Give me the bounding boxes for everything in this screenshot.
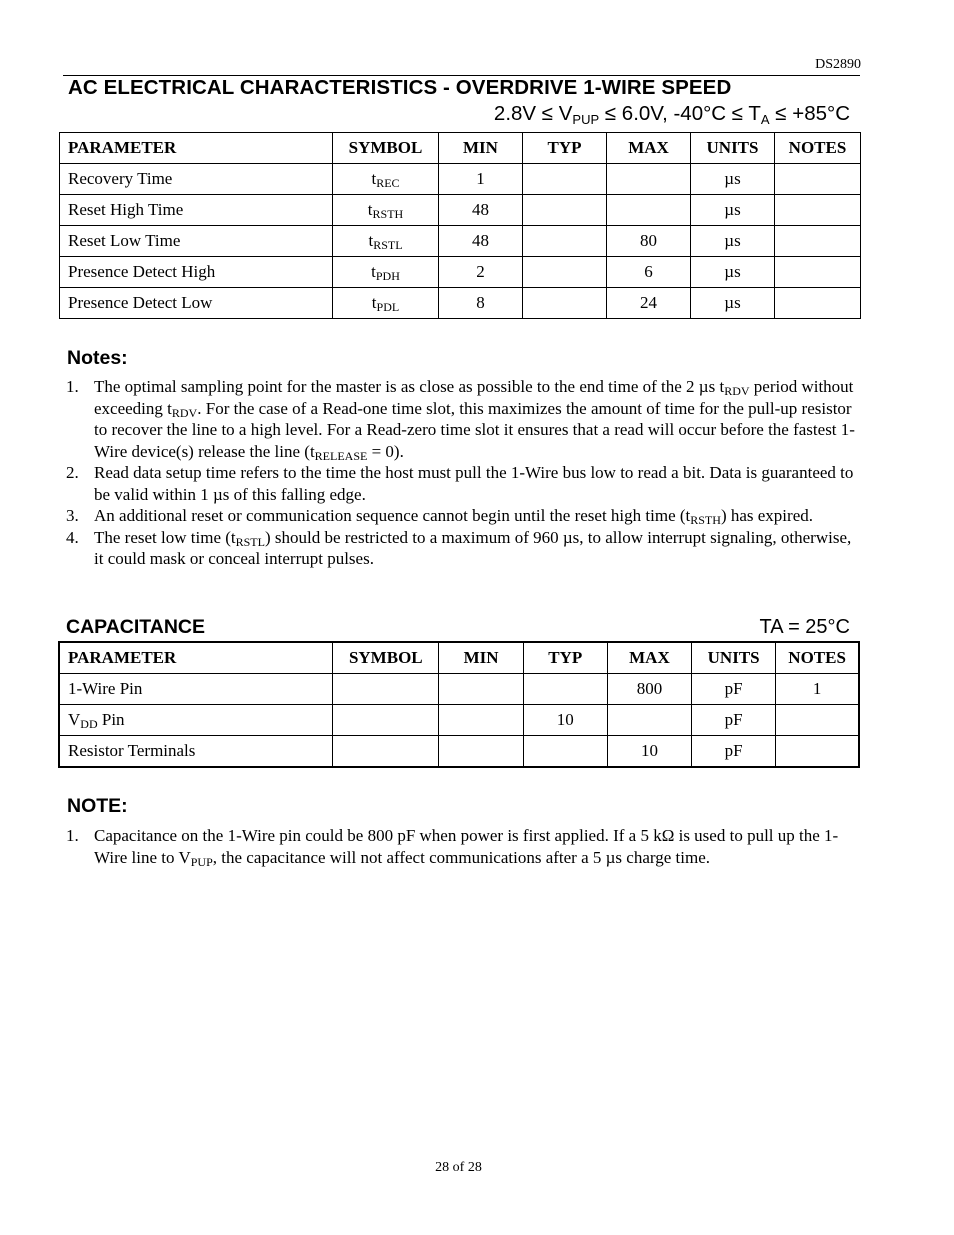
notes-cell [776,705,859,736]
notes-cell [775,195,861,226]
max-cell: 800 [607,674,691,705]
condition-text: ≤ 6.0V, -40°C ≤ T [599,102,761,125]
units-cell: pF [692,705,776,736]
column-header: TYP [523,133,607,164]
ac-characteristics-table [59,132,861,319]
note-text: = 0). [367,441,404,461]
min-cell [439,674,523,705]
parameter-cell [59,674,333,705]
min-cell: 2 [439,257,523,288]
typ-cell [523,164,607,195]
units-cell: µs [691,257,775,288]
notes-cell [776,736,859,768]
condition-subscript: PUP [572,112,600,127]
column-header: UNITS [692,642,776,674]
symbol-subscript: PDL [376,300,400,314]
symbol-cell [333,164,439,195]
min-cell: 8 [439,288,523,319]
note-text: period without exceeding t [94,377,854,418]
max-cell: 10 [607,736,691,768]
notes-cell [775,226,861,257]
note-subscript: RSTL [235,534,265,549]
parameter-cell: Recovery Time [60,164,333,195]
capacitance-notes-list [66,825,856,868]
symbol-cell [333,705,439,736]
parameter-subscript: DD [80,717,98,731]
min-cell: 48 [439,195,523,226]
typ-cell [523,195,607,226]
symbol-subscript: REC [376,176,400,190]
symbol-text: t [371,262,376,281]
symbol-text: t [368,231,374,250]
symbol-text: t [371,293,377,312]
max-cell [607,164,691,195]
symbol-cell [333,736,439,768]
units-cell: µs [691,226,775,257]
condition-text: 2.8V ≤ V [493,102,573,125]
parameter-cell [59,705,333,736]
column-header: NOTES [776,642,859,674]
capacitance-table [58,641,860,768]
column-header: SYMBOL [333,642,439,674]
operating-conditions [494,102,850,126]
note-text: An additional reset or communication sequence cannot begin until the reset high time (t [94,506,691,525]
units-cell: µs [691,288,775,319]
note-item [66,505,856,527]
notes-cell [775,164,861,195]
note-text: The optimal sampling point for the master is as close as possible to the end time of the 2 µs t [94,377,725,396]
note-number: 3. [66,506,79,525]
column-header: MAX [607,642,691,674]
table-row [59,705,859,736]
units-cell: µs [691,195,775,226]
symbol-subscript: RSTL [373,238,403,252]
column-header: MIN [439,642,523,674]
note-text: . For the case of a Read-one time slot, this maximizes the amount of time for the pull-up resistor to recover the line to a high level. For a Read-zero time slot it ensures that a read will occur before the fastest 1-Wire device(s) release the line (t [94,398,855,461]
table-header-row [60,133,861,164]
typ-cell [523,226,607,257]
note-text: ) should be restricted to a maximum of 960 µs, to allow interrupt signaling, otherwise, it could mask or conceal interrupt pulses. [94,527,852,568]
notes-heading: Notes: [67,347,128,369]
notes-cell [775,288,861,319]
parameter-text: Resistor Terminals [68,741,196,760]
document-id: DS2890 [815,57,861,72]
table-row [60,164,861,195]
column-header: UNITS [691,133,775,164]
symbol-cell [333,288,439,319]
column-header: PARAMETER [60,133,333,164]
parameter-text: Pin [97,710,125,729]
note-item [66,376,856,462]
symbol-text: t [371,169,377,188]
note-text: The reset low time (t [94,527,236,547]
notes-cell [775,257,861,288]
parameter-text: V [68,710,81,729]
section-title-ac-characteristics: AC ELECTRICAL CHARACTERISTICS - OVERDRIVE 1-WIRE SPEED [68,76,732,99]
note-item [66,825,856,868]
table-row [60,195,861,226]
table-row [60,257,861,288]
column-header: TYP [523,642,607,674]
table-row [59,674,859,705]
symbol-cell [333,195,439,226]
parameter-cell: Reset Low Time [60,226,333,257]
parameter-cell: Presence Detect Low [60,288,333,319]
column-header: NOTES [775,133,861,164]
typ-cell: 10 [523,705,607,736]
parameter-cell: Presence Detect High [60,257,333,288]
min-cell [439,705,523,736]
table-row [60,226,861,257]
note-number: 1. [66,377,79,396]
column-header: MAX [607,133,691,164]
min-cell [439,736,523,768]
column-header: SYMBOL [333,133,439,164]
symbol-subscript: PDH [375,269,400,283]
parameter-text: 1-Wire Pin [68,679,143,698]
table-row [59,736,859,768]
units-cell: pF [692,736,776,768]
parameter-cell: Reset High Time [60,195,333,226]
note-number: 2. [66,463,79,482]
note-item [66,527,856,570]
note-text: ) has expired. [720,506,813,525]
note-subscript: RDV [171,405,198,420]
symbol-cell [333,226,439,257]
parameter-cell [59,736,333,768]
units-cell: µs [691,164,775,195]
min-cell: 48 [439,226,523,257]
note-subscript: RDV [724,384,750,398]
max-cell [607,195,691,226]
section-title-capacitance: CAPACITANCE [66,616,206,638]
units-cell: pF [692,674,776,705]
note-number: 4. [66,527,79,547]
symbol-text: t [367,200,373,219]
table-header-row [59,642,859,674]
max-cell: 80 [607,226,691,257]
typ-cell [523,288,607,319]
max-cell [607,705,691,736]
typ-cell [523,257,607,288]
notes-list [66,376,856,570]
note-subscript: PUP [190,854,213,869]
note-subscript: RELEASE [314,448,368,463]
symbol-cell [333,257,439,288]
condition-text: ≤ +85°C [769,102,850,125]
note-heading: NOTE: [67,795,128,817]
max-cell: 6 [607,257,691,288]
note-item [66,462,856,505]
symbol-subscript: RSTH [372,207,404,221]
table-row [60,288,861,319]
max-cell: 24 [607,288,691,319]
typ-cell [523,736,607,768]
note-text: , the capacitance will not affect communications after a 5 µs charge time. [212,847,710,867]
min-cell: 1 [439,164,523,195]
symbol-cell [333,674,439,705]
note-subscript: RSTH [690,513,721,527]
page-number: 28 of 28 [435,1160,482,1175]
note-text: Read data setup time refers to the time the host must pull the 1-Wire bus low to read a bit. Data is guaranteed to be valid within 1 µs of this falling edge. [94,463,854,504]
typ-cell [523,674,607,705]
note-text: Capacitance on the 1-Wire pin could be 800 pF when power is first applied. If a 5 kΩ is used to pull up the 1-Wire line to V [94,826,839,867]
column-header: MIN [439,133,523,164]
capacitance-conditions: TA = 25°C [759,616,850,638]
notes-cell: 1 [776,674,859,705]
column-header: PARAMETER [59,642,333,674]
note-number: 1. [66,826,79,845]
condition-subscript: A [760,112,770,127]
